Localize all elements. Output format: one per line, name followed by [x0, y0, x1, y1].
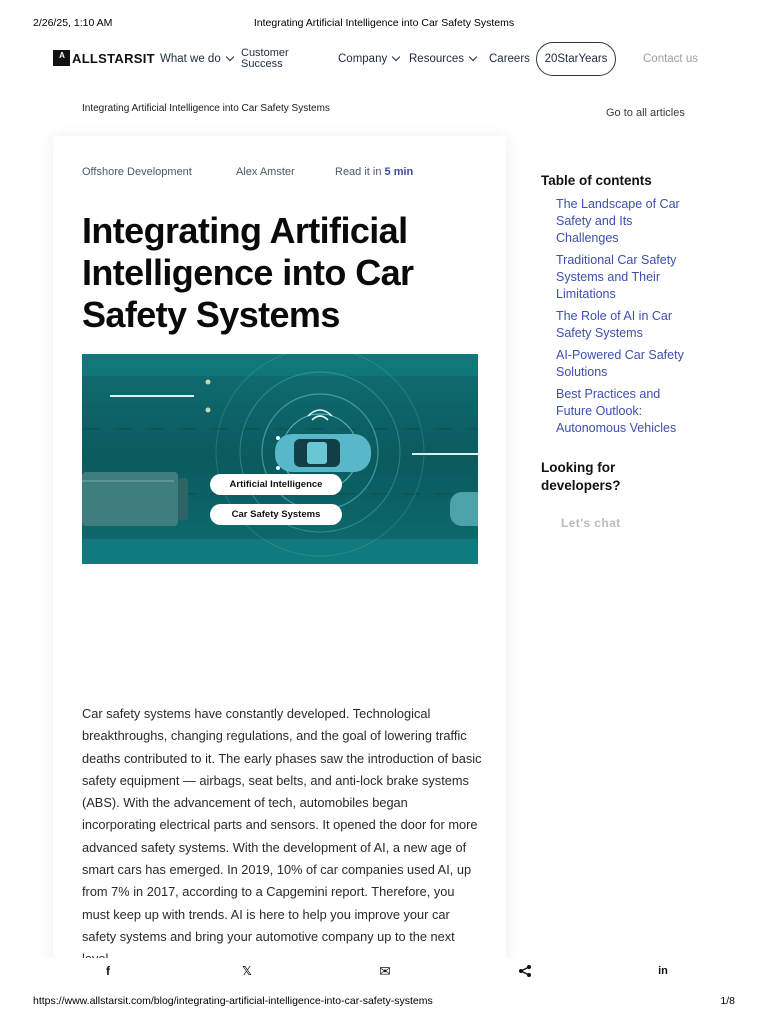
read-time-prefix: Read it in [335, 166, 382, 178]
print-url: https://www.allstarsit.com/blog/integrating-artificial-intelligence-into-car-safety-systems [33, 995, 433, 1007]
share-icon[interactable] [517, 964, 533, 978]
nav-careers[interactable] [489, 53, 530, 65]
site-logo[interactable] [53, 50, 155, 66]
read-time [335, 166, 413, 178]
article-body [82, 703, 482, 965]
logo-text: ALLSTARSIT [72, 50, 155, 66]
nav-company[interactable] [338, 53, 399, 65]
nav-what-we-do[interactable] [160, 53, 233, 65]
share-icon-graphic [518, 964, 532, 978]
email-icon[interactable]: ✉ [379, 962, 391, 979]
hero-tag-ai: Artificial Intelligence [210, 474, 342, 495]
nav-resources-label: Resources [409, 53, 464, 65]
print-datetime: 2/26/25, 1:10 AM [33, 17, 113, 29]
anniversary-button[interactable]: 20StarYears [536, 42, 616, 76]
toc-item[interactable]: Best Practices and Future Outlook: Autonomous Vehicles [556, 387, 677, 435]
logo-mark-icon: A [53, 50, 70, 66]
nav-resources[interactable] [409, 53, 476, 65]
contact-us-link[interactable]: Contact us [643, 53, 698, 65]
chevron-down-icon [225, 53, 233, 61]
toc-item[interactable]: The Landscape of Car Safety and Its Challenges [556, 197, 680, 245]
chevron-down-icon [392, 53, 400, 61]
article-author[interactable]: Alex Amster [236, 166, 295, 178]
facebook-icon[interactable]: f [106, 964, 110, 978]
x-icon[interactable]: 𝕏 [242, 964, 252, 978]
nav-customer-success-line2: Success [241, 58, 283, 70]
print-doc-title: Integrating Artificial Intelligence into Car Safety Systems [253, 17, 515, 29]
linkedin-icon[interactable]: in [658, 965, 668, 977]
read-time-value: 5 min [384, 166, 414, 178]
article-title: Integrating Artificial Intelligence into Car Safety Systems [82, 210, 414, 335]
article-intro-paragraph: Car safety systems have constantly developed. Technological breakthroughs, changing regulations, and the goal of lowering traffic deaths contributed to it. The early phases saw the introduction of basic safety equipment — airbags, seat belts, and anti-lock brake systems (ABS). With the advancement of tech, automobiles began incorporating electrical parts and sensors. It opened the door for more advanced safety systems. With the development of AI, a new age of smart cars has emerged. In 2019, 10% of car companies used AI, up from 7% in 2017, according to a Capgemini report. Therefore, you must keep up with trends. AI is here to help you improve your car safety systems and bring your automotive company up to the next [82, 706, 482, 944]
toc-item[interactable]: Traditional Car Safety Systems and Their Limitations [556, 253, 677, 301]
nav-customer-success-line1: Customer [241, 47, 289, 59]
nav-company-label: Company [338, 53, 388, 65]
toc-title: Table of contents [541, 173, 652, 188]
article-category[interactable]: Offshore Development [82, 166, 192, 178]
chevron-down-icon [469, 53, 477, 61]
toc-list [556, 196, 696, 442]
breadcrumb: Integrating Artificial Intelligence into Car Safety Systems [82, 103, 330, 114]
cta-title: Looking for developers? [541, 460, 621, 493]
print-page-number: 1/8 [720, 995, 735, 1007]
nav-customer-success[interactable] [241, 48, 289, 70]
toc-item[interactable]: The Role of AI in Car Safety Systems [556, 309, 673, 340]
lets-chat-button[interactable]: Let's chat [561, 516, 621, 530]
nav-careers-label: Careers [489, 53, 530, 65]
toc-item[interactable]: AI-Powered Car Safety Solutions [556, 348, 684, 379]
all-articles-link[interactable]: Go to all articles [606, 107, 685, 119]
hero-illustration [82, 354, 478, 564]
nav-what-we-do-label: What we do [160, 53, 221, 65]
hero-image [82, 354, 478, 564]
hero-tag-car-safety: Car Safety Systems [210, 504, 342, 525]
